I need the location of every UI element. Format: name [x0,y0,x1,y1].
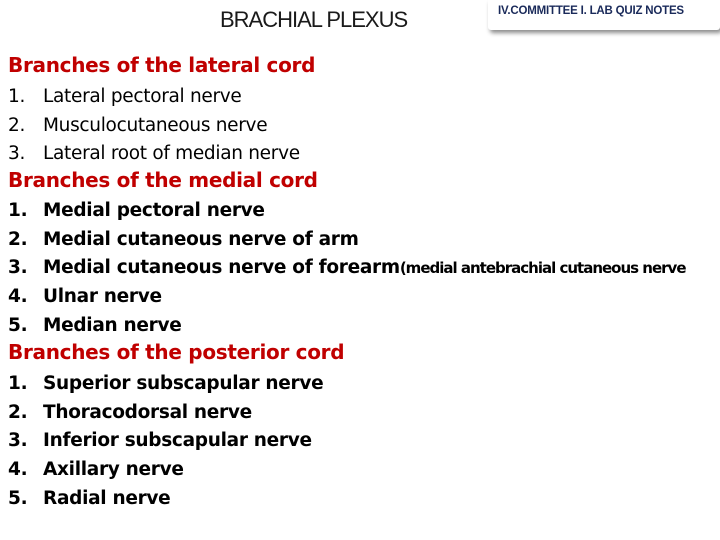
list-item: 1. Superior subscapular nerve [8,373,324,394]
list-item: 4. Axillary nerve [8,459,184,481]
lateral-cord-list [8,83,300,169]
list-item: 2. Musculocutaneous nerve [8,114,268,136]
list-item: 4. Ulnar nerve [8,286,162,308]
page-title: BRACHIAL PLEXUS [220,7,408,32]
medial-cord-list [8,197,686,340]
posterior-cord-heading: Branches of the posterior cord [8,340,345,364]
list-item: 1. Medial pectoral nerve [8,200,265,221]
posterior-cord-list [8,370,323,513]
header-note: IV.COMMITTEE I. LAB QUIZ NOTES [498,5,684,17]
lateral-cord-heading: Branches of the lateral cord [8,53,316,77]
list-item: 2. Medial cutaneous nerve of arm [8,228,359,250]
header-note-box [488,0,720,30]
list-item: 5. Median nerve [8,314,182,336]
medial-cord-heading: Branches of the medial cord [8,168,318,192]
list-item: 3. Lateral root of median nerve [8,143,300,165]
list-item: 3. Medial cutaneous nerve of forearm(medial antebrachial cutaneous nerve [8,257,686,279]
list-item: 3. Inferior subscapular nerve [8,430,312,452]
list-item: 1. Lateral pectoral nerve [8,86,242,107]
list-item: 5. Radial nerve [8,487,171,509]
list-item: 2. Thoracodorsal nerve [8,401,252,423]
